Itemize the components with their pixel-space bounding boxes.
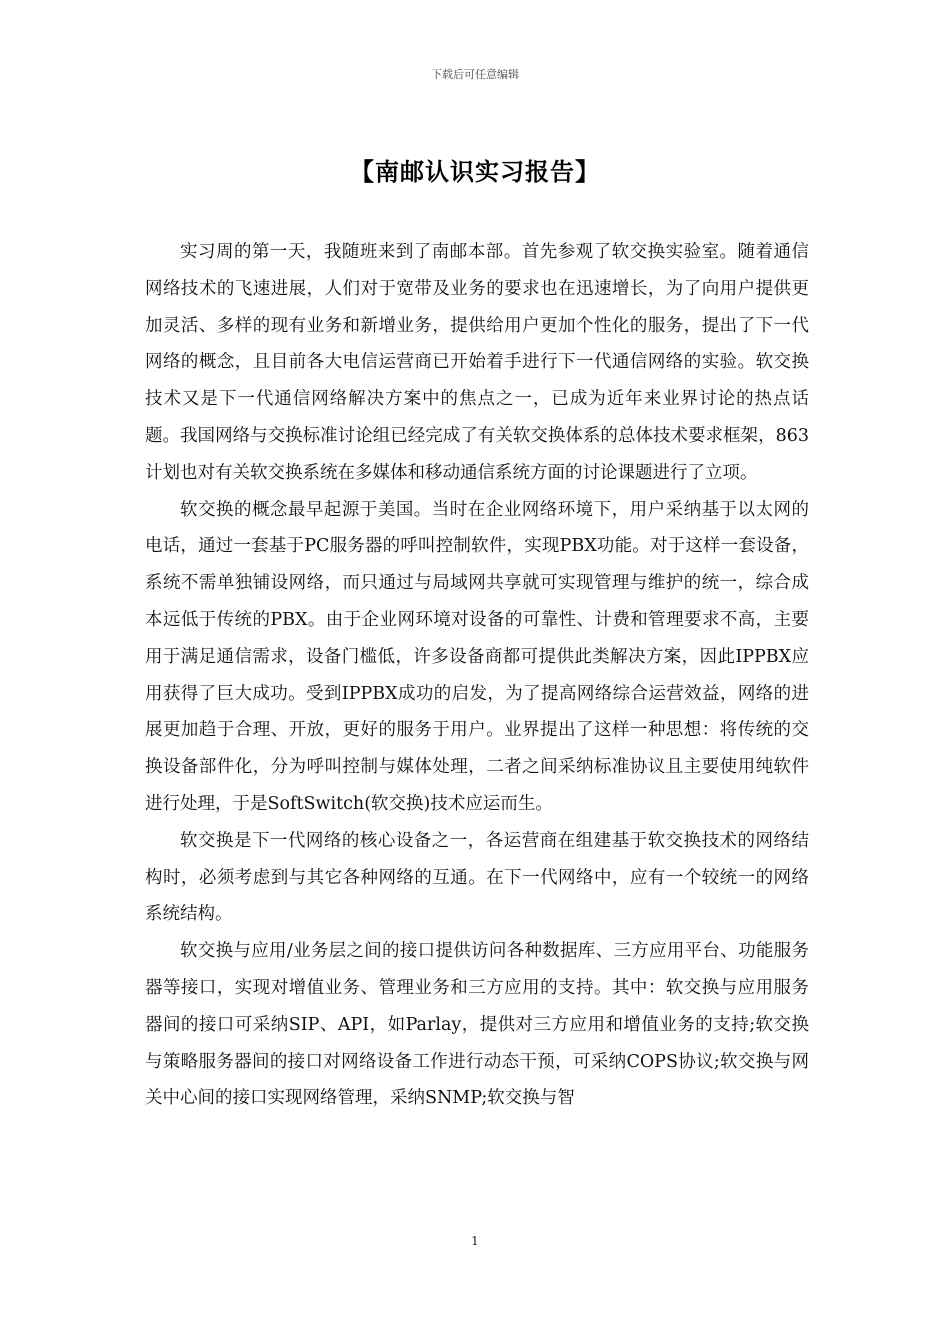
paragraph-4: 软交换与应用/业务层之间的接口提供访问各种数据库、三方应用平台、功能服务器等接口，实现对增值业务、管理业务和三方应用的支持。其中：软交换与应用服务器间的接口可采纳SIP、API，如Parlay，提供对三方应用和增值业务的支持;软交换与策略服务器间的接口对网络设备工作进行动态干预，可采纳COPS协议;软交换与网关中心间的接口实现网络管理，采纳SNMP;软交换与智 bbox=[145, 941, 809, 1109]
document-body bbox=[145, 234, 809, 1117]
paragraph-2: 软交换的概念最早起源于美国。当时在企业网络环境下，用户采纳基于以太网的电话，通过一套基于PC服务器的呼叫控制软件，实现PBX功能。对于这样一套设备，系统不需单独铺设网络，而只通过与局域网共享就可实现管理与维护的统一，综合成本远低于传统的PBX。由于企业网环境对设备的可靠性、计费和管理要求不高，主要用于满足通信需求，设备门槛低，许多设备商都可提供此类解决方案，因此IPPBX应用获得了巨大成功。受到IPPBX成功的启发，为了提高网络综合运营效益，网络的进展更加趋于合理、开放，更好的服务于用户。业界提出了这样一种思想：将传统的交换设备部件化，分为呼叫控制与媒体处理，二者之间采纳标准协议且主要使用纯软件进行处理，于是SoftSwitch(软交换)技术应运而生。 bbox=[145, 499, 809, 814]
paragraph-1: 实习周的第一天，我随班来到了南邮本部。首先参观了软交换实验室。随着通信网络技术的飞速进展，人们对于宽带及业务的要求也在迅速增长，为了向用户提供更加灵活、多样的现有业务和新增业务，提供给用户更加个性化的服务，提出了下一代网络的概念，且目前各大电信运营商已开始着手进行下一代通信网络的实验。软交换技术又是下一代通信网络解决方案中的焦点之一，已成为近年来业界讨论的热点话题。我国网络与交换标准讨论组已经完成了有关软交换体系的总体技术要求框架，863计划也对有关软交换系统在多媒体和移动通信系统方面的讨论课题进行了立项。 bbox=[145, 242, 809, 483]
page-header-note: 下载后可任意编辑 bbox=[431, 68, 519, 81]
paragraph-3: 软交换是下一代网络的核心设备之一，各运营商在组建基于软交换技术的网络结构时，必须考虑到与其它各种网络的互通。在下一代网络中，应有一个较统一的网络系统结构。 bbox=[145, 830, 809, 925]
document-title: 【南邮认识实习报告】 bbox=[350, 158, 600, 186]
page-number: 1 bbox=[471, 1234, 479, 1248]
